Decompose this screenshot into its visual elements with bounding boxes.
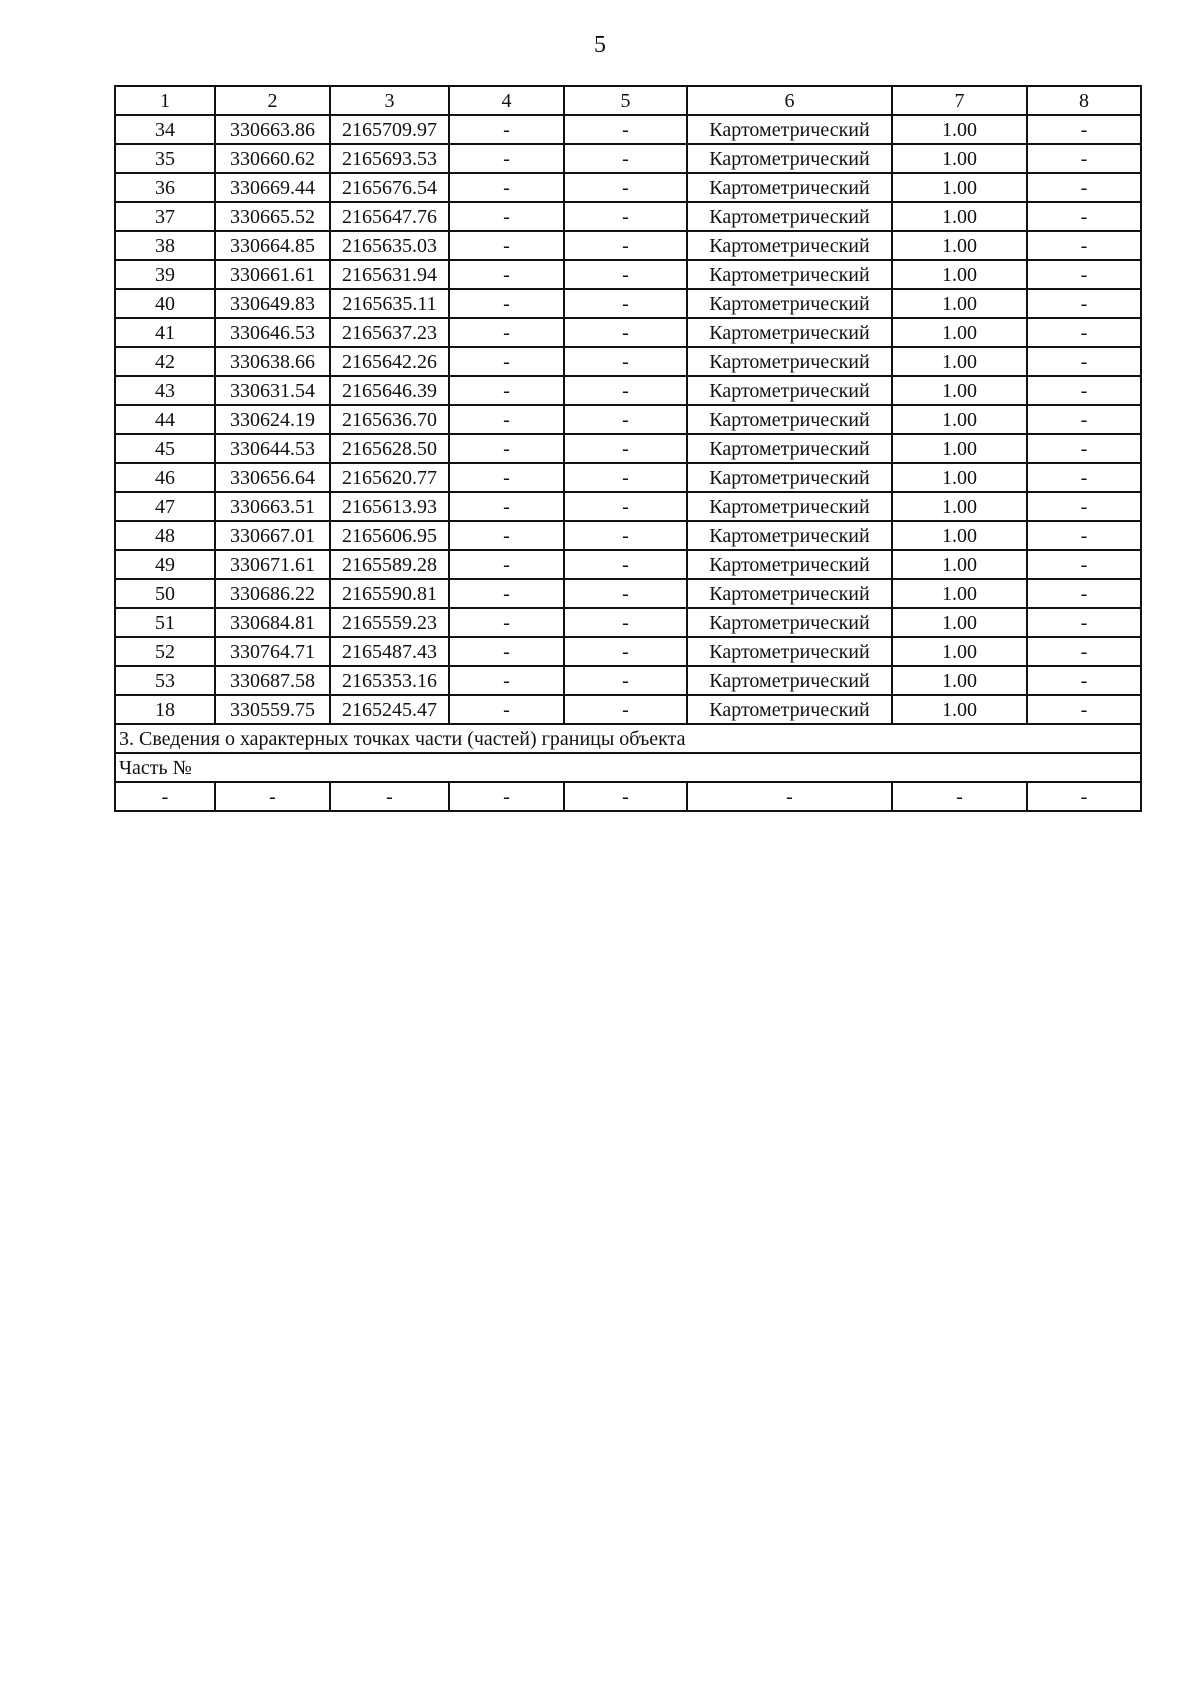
part-label-row	[115, 753, 1141, 782]
accuracy-cell: 1.00	[892, 289, 1027, 318]
accuracy-cell: 1.00	[892, 434, 1027, 463]
col8-cell: -	[1027, 376, 1141, 405]
point-number-cell: 51	[115, 608, 215, 637]
empty-cell: -	[449, 782, 564, 811]
table-body	[115, 86, 1141, 811]
x-coordinate-cell: 330687.58	[215, 666, 330, 695]
accuracy-cell: 1.00	[892, 695, 1027, 724]
accuracy-cell: 1.00	[892, 231, 1027, 260]
col4-cell: -	[449, 347, 564, 376]
x-coordinate-cell: 330656.64	[215, 463, 330, 492]
method-cell: Картометрический	[687, 289, 892, 318]
table-row	[115, 173, 1141, 202]
col4-cell: -	[449, 579, 564, 608]
table-row	[115, 695, 1141, 724]
accuracy-cell: 1.00	[892, 318, 1027, 347]
x-coordinate-cell: 330764.71	[215, 637, 330, 666]
col8-cell: -	[1027, 434, 1141, 463]
method-cell: Картометрический	[687, 318, 892, 347]
point-number-cell: 39	[115, 260, 215, 289]
table-row	[115, 405, 1141, 434]
header-cell: 1	[115, 86, 215, 115]
col4-cell: -	[449, 695, 564, 724]
point-number-cell: 18	[115, 695, 215, 724]
x-coordinate-cell: 330661.61	[215, 260, 330, 289]
col8-cell: -	[1027, 115, 1141, 144]
method-cell: Картометрический	[687, 492, 892, 521]
col8-cell: -	[1027, 173, 1141, 202]
col8-cell: -	[1027, 637, 1141, 666]
col8-cell: -	[1027, 260, 1141, 289]
point-number-cell: 34	[115, 115, 215, 144]
accuracy-cell: 1.00	[892, 637, 1027, 666]
table-row	[115, 202, 1141, 231]
accuracy-cell: 1.00	[892, 347, 1027, 376]
x-coordinate-cell: 330644.53	[215, 434, 330, 463]
col5-cell: -	[564, 550, 687, 579]
method-cell: Картометрический	[687, 637, 892, 666]
method-cell: Картометрический	[687, 608, 892, 637]
x-coordinate-cell: 330686.22	[215, 579, 330, 608]
method-cell: Картометрический	[687, 376, 892, 405]
table-row	[115, 521, 1141, 550]
accuracy-cell: 1.00	[892, 666, 1027, 695]
x-coordinate-cell: 330646.53	[215, 318, 330, 347]
y-coordinate-cell: 2165637.23	[330, 318, 449, 347]
col8-cell: -	[1027, 608, 1141, 637]
col5-cell: -	[564, 521, 687, 550]
x-coordinate-cell: 330671.61	[215, 550, 330, 579]
table-row	[115, 347, 1141, 376]
y-coordinate-cell: 2165606.95	[330, 521, 449, 550]
point-number-cell: 48	[115, 521, 215, 550]
y-coordinate-cell: 2165613.93	[330, 492, 449, 521]
x-coordinate-cell: 330624.19	[215, 405, 330, 434]
page-number: 5	[594, 32, 606, 58]
accuracy-cell: 1.00	[892, 579, 1027, 608]
point-number-cell: 42	[115, 347, 215, 376]
method-cell: Картометрический	[687, 115, 892, 144]
y-coordinate-cell: 2165647.76	[330, 202, 449, 231]
col5-cell: -	[564, 173, 687, 202]
col4-cell: -	[449, 405, 564, 434]
col5-cell: -	[564, 260, 687, 289]
table-row	[115, 318, 1141, 347]
point-number-cell: 52	[115, 637, 215, 666]
accuracy-cell: 1.00	[892, 608, 1027, 637]
section-title-row	[115, 724, 1141, 753]
y-coordinate-cell: 2165636.70	[330, 405, 449, 434]
col4-cell: -	[449, 463, 564, 492]
empty-cell: -	[564, 782, 687, 811]
point-number-cell: 47	[115, 492, 215, 521]
col4-cell: -	[449, 666, 564, 695]
col4-cell: -	[449, 521, 564, 550]
point-number-cell: 49	[115, 550, 215, 579]
col4-cell: -	[449, 202, 564, 231]
table-row	[115, 492, 1141, 521]
x-coordinate-cell: 330559.75	[215, 695, 330, 724]
method-cell: Картометрический	[687, 434, 892, 463]
accuracy-cell: 1.00	[892, 521, 1027, 550]
col5-cell: -	[564, 463, 687, 492]
point-number-cell: 35	[115, 144, 215, 173]
method-cell: Картометрический	[687, 695, 892, 724]
accuracy-cell: 1.00	[892, 376, 1027, 405]
col8-cell: -	[1027, 550, 1141, 579]
col8-cell: -	[1027, 202, 1141, 231]
table-row	[115, 260, 1141, 289]
section-title: 3. Сведения о характерных точках части (частей) границы объекта	[115, 724, 1141, 753]
table-row	[115, 637, 1141, 666]
table-row	[115, 579, 1141, 608]
point-number-cell: 43	[115, 376, 215, 405]
header-cell: 5	[564, 86, 687, 115]
col4-cell: -	[449, 376, 564, 405]
x-coordinate-cell: 330638.66	[215, 347, 330, 376]
y-coordinate-cell: 2165353.16	[330, 666, 449, 695]
x-coordinate-cell: 330663.86	[215, 115, 330, 144]
accuracy-cell: 1.00	[892, 463, 1027, 492]
col8-cell: -	[1027, 492, 1141, 521]
point-number-cell: 40	[115, 289, 215, 318]
table-row	[115, 115, 1141, 144]
col5-cell: -	[564, 579, 687, 608]
y-coordinate-cell: 2165487.43	[330, 637, 449, 666]
col4-cell: -	[449, 173, 564, 202]
header-cell: 7	[892, 86, 1027, 115]
col5-cell: -	[564, 608, 687, 637]
point-number-cell: 41	[115, 318, 215, 347]
col4-cell: -	[449, 318, 564, 347]
x-coordinate-cell: 330631.54	[215, 376, 330, 405]
col5-cell: -	[564, 695, 687, 724]
method-cell: Картометрический	[687, 144, 892, 173]
method-cell: Картометрический	[687, 202, 892, 231]
col8-cell: -	[1027, 463, 1141, 492]
table-row	[115, 231, 1141, 260]
y-coordinate-cell: 2165620.77	[330, 463, 449, 492]
col5-cell: -	[564, 289, 687, 318]
col5-cell: -	[564, 115, 687, 144]
x-coordinate-cell: 330649.83	[215, 289, 330, 318]
point-number-cell: 38	[115, 231, 215, 260]
point-number-cell: 44	[115, 405, 215, 434]
y-coordinate-cell: 2165589.28	[330, 550, 449, 579]
col8-cell: -	[1027, 666, 1141, 695]
col8-cell: -	[1027, 144, 1141, 173]
method-cell: Картометрический	[687, 260, 892, 289]
header-cell: 8	[1027, 86, 1141, 115]
accuracy-cell: 1.00	[892, 173, 1027, 202]
x-coordinate-cell: 330684.81	[215, 608, 330, 637]
col4-cell: -	[449, 637, 564, 666]
col8-cell: -	[1027, 347, 1141, 376]
header-cell: 2	[215, 86, 330, 115]
col8-cell: -	[1027, 289, 1141, 318]
method-cell: Картометрический	[687, 231, 892, 260]
col4-cell: -	[449, 289, 564, 318]
x-coordinate-cell: 330669.44	[215, 173, 330, 202]
header-cell: 3	[330, 86, 449, 115]
col4-cell: -	[449, 608, 564, 637]
point-number-cell: 37	[115, 202, 215, 231]
empty-part-row	[115, 782, 1141, 811]
accuracy-cell: 1.00	[892, 405, 1027, 434]
col8-cell: -	[1027, 579, 1141, 608]
empty-cell: -	[115, 782, 215, 811]
col4-cell: -	[449, 434, 564, 463]
y-coordinate-cell: 2165693.53	[330, 144, 449, 173]
col5-cell: -	[564, 318, 687, 347]
empty-cell: -	[1027, 782, 1141, 811]
y-coordinate-cell: 2165590.81	[330, 579, 449, 608]
x-coordinate-cell: 330660.62	[215, 144, 330, 173]
boundary-points-table	[114, 85, 1142, 812]
col4-cell: -	[449, 492, 564, 521]
method-cell: Картометрический	[687, 347, 892, 376]
point-number-cell: 45	[115, 434, 215, 463]
accuracy-cell: 1.00	[892, 115, 1027, 144]
x-coordinate-cell: 330665.52	[215, 202, 330, 231]
col5-cell: -	[564, 347, 687, 376]
accuracy-cell: 1.00	[892, 144, 1027, 173]
point-number-cell: 36	[115, 173, 215, 202]
accuracy-cell: 1.00	[892, 550, 1027, 579]
y-coordinate-cell: 2165709.97	[330, 115, 449, 144]
empty-cell: -	[215, 782, 330, 811]
part-label: Часть №	[115, 753, 1141, 782]
header-cell: 6	[687, 86, 892, 115]
table-row	[115, 608, 1141, 637]
col5-cell: -	[564, 405, 687, 434]
accuracy-cell: 1.00	[892, 492, 1027, 521]
y-coordinate-cell: 2165635.03	[330, 231, 449, 260]
col5-cell: -	[564, 144, 687, 173]
accuracy-cell: 1.00	[892, 202, 1027, 231]
col4-cell: -	[449, 260, 564, 289]
table-row	[115, 550, 1141, 579]
method-cell: Картометрический	[687, 521, 892, 550]
empty-cell: -	[330, 782, 449, 811]
col4-cell: -	[449, 550, 564, 579]
col5-cell: -	[564, 666, 687, 695]
table-row	[115, 289, 1141, 318]
y-coordinate-cell: 2165559.23	[330, 608, 449, 637]
y-coordinate-cell: 2165646.39	[330, 376, 449, 405]
table-row	[115, 376, 1141, 405]
col5-cell: -	[564, 434, 687, 463]
method-cell: Картометрический	[687, 405, 892, 434]
method-cell: Картометрический	[687, 579, 892, 608]
table-row	[115, 434, 1141, 463]
header-cell: 4	[449, 86, 564, 115]
method-cell: Картометрический	[687, 173, 892, 202]
point-number-cell: 46	[115, 463, 215, 492]
method-cell: Картометрический	[687, 666, 892, 695]
x-coordinate-cell: 330663.51	[215, 492, 330, 521]
col5-cell: -	[564, 202, 687, 231]
x-coordinate-cell: 330664.85	[215, 231, 330, 260]
accuracy-cell: 1.00	[892, 260, 1027, 289]
col8-cell: -	[1027, 231, 1141, 260]
col8-cell: -	[1027, 405, 1141, 434]
col4-cell: -	[449, 115, 564, 144]
col8-cell: -	[1027, 318, 1141, 347]
y-coordinate-cell: 2165642.26	[330, 347, 449, 376]
col5-cell: -	[564, 376, 687, 405]
col8-cell: -	[1027, 521, 1141, 550]
table-header-row	[115, 86, 1141, 115]
col5-cell: -	[564, 637, 687, 666]
empty-cell: -	[892, 782, 1027, 811]
point-number-cell: 50	[115, 579, 215, 608]
method-cell: Картометрический	[687, 463, 892, 492]
empty-cell: -	[687, 782, 892, 811]
table-row	[115, 463, 1141, 492]
point-number-cell: 53	[115, 666, 215, 695]
y-coordinate-cell: 2165676.54	[330, 173, 449, 202]
y-coordinate-cell: 2165628.50	[330, 434, 449, 463]
x-coordinate-cell: 330667.01	[215, 521, 330, 550]
table-row	[115, 144, 1141, 173]
col4-cell: -	[449, 144, 564, 173]
table-row	[115, 666, 1141, 695]
y-coordinate-cell: 2165635.11	[330, 289, 449, 318]
col5-cell: -	[564, 492, 687, 521]
col5-cell: -	[564, 231, 687, 260]
col8-cell: -	[1027, 695, 1141, 724]
col4-cell: -	[449, 231, 564, 260]
y-coordinate-cell: 2165245.47	[330, 695, 449, 724]
method-cell: Картометрический	[687, 550, 892, 579]
y-coordinate-cell: 2165631.94	[330, 260, 449, 289]
